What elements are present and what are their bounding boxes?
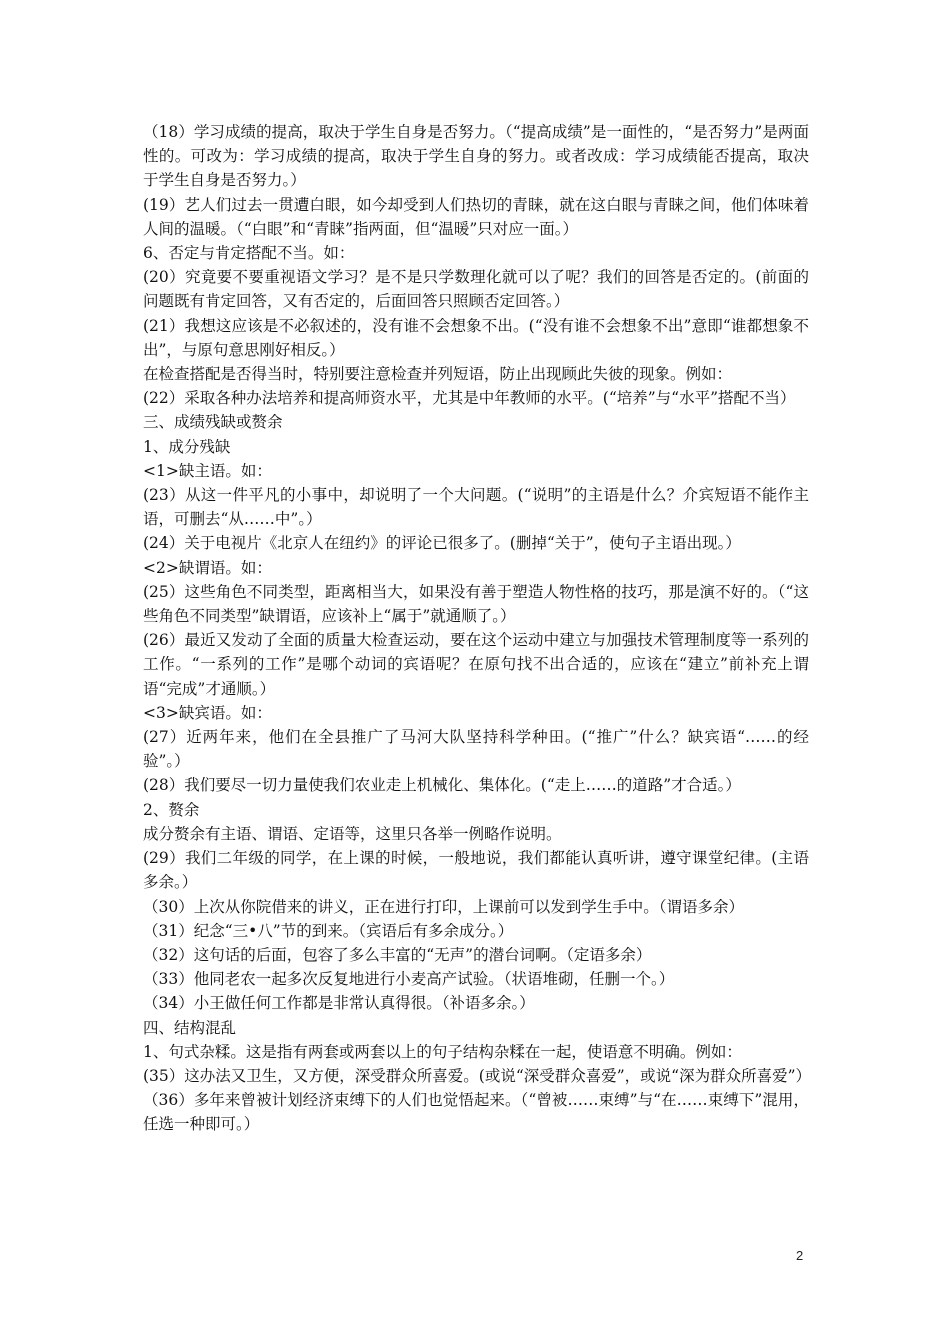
- paragraph-28: (28）我们要尽一切力量使我们农业走上机械化、集体化。(“走上……的道路”才合适。）: [143, 776, 741, 795]
- subheading-missing-predicate: <2>缺谓语。如：: [143, 558, 272, 577]
- paragraph-26: (26）最近又发动了全面的质量大检查运动，要在这个运动中建立与加强技术管理制度等一系列的工作。“一系列的工作”是哪个动词的宾语呢？在原句找不出合适的，应该在“建立”前补充上谓语“完成”才通顺。）: [143, 631, 809, 698]
- subheading-missing: 1、成分残缺: [143, 437, 231, 456]
- subheading-missing-subject: <1>缺主语。如：: [143, 461, 272, 480]
- paragraph-30: （30）上次从你院借来的讲义，正在进行打印，上课前可以发到学生手中。（谓语多余）: [143, 897, 744, 916]
- paragraph-23: (23）从这一件平凡的小事中，却说明了一个大问题。(“说明”的主语是什么？介宾短语不能作主语，可删去“从……中”。）: [143, 486, 809, 529]
- page-number: 2: [796, 1248, 804, 1263]
- paragraph-35: (35）这办法又卫生，又方便，深受群众所喜爱。(或说“深受群众喜爱”，或说“深为群众所喜爱”）: [143, 1066, 812, 1085]
- paragraph-19: (19）艺人们过去一贯遭白眼，如今却受到人们热切的青睐，就在这白眼与青睐之间，他们体味着人间的温暖。（“白眼”和“青睐”指两面，但“温暖”只对应一面。）: [143, 195, 809, 238]
- subheading-mixed-structure: 1、句式杂糅。这是指有两套或两套以上的句子结构杂糅在一起，使语意不明确。例如：: [143, 1042, 742, 1061]
- subheading-missing-object: <3>缺宾语。如：: [143, 703, 272, 722]
- document-body: [143, 120, 812, 1137]
- paragraph-31: （31）纪念“三•八”节的到来。（宾语后有多余成分。）: [143, 921, 514, 940]
- paragraph-32: （32）这句话的后面，包容了多么丰富的“无声”的潜台词啊。（定语多余）: [143, 945, 652, 964]
- paragraph-note: 在检查搭配是否得当时，特别要注意检查并列短语，防止出现顾此失彼的现象。例如：: [143, 365, 733, 384]
- paragraph-36: （36）多年来曾被计划经济束缚下的人们也觉悟起来。（“曾被……束缚”与“在……束缚下”混用，任选一种即可。）: [143, 1091, 809, 1134]
- paragraph-20: (20）究竟要不要重视语文学习？是不是只学数理化就可以了呢？我们的回答是否定的。(前面的问题既有肯定回答，又有否定的，后面回答只照顾否定回答。）: [143, 268, 809, 311]
- paragraph-18: （18）学习成绩的提高，取决于学生自身是否努力。（“提高成绩”是一面性的，“是否努力”是两面性的。可改为：学习成绩的提高，取决于学生自身的努力。或者改成：学习成绩能否提高，取决于学生自身是否努力。）: [143, 123, 809, 190]
- paragraph-29: (29）我们二年级的同学，在上课的时候，一般地说，我们都能认真听讲，遵守课堂纪律。(主语多余。）: [143, 849, 809, 892]
- paragraph-34: （34）小王做任何工作都是非常认真得很。（补语多余。）: [143, 994, 535, 1013]
- subheading-redundant: 2、赘余: [143, 800, 200, 819]
- section-heading-3: 三、成绩残缺或赘余: [143, 413, 283, 432]
- paragraph-33: （33）他同老农一起多次反复地进行小麦高产试验。（状语堆砌，任删一个。）: [143, 970, 675, 989]
- paragraph-22: (22）采取各种办法培养和提高师资水平，尤其是中年教师的水平。(“培养”与“水平”搭配不当）: [143, 389, 796, 408]
- paragraph-27: (27）近两年来，他们在全县推广了马河大队坚持科学种田。(“推广”什么？缺宾语“……的经验”。）: [143, 728, 809, 771]
- heading-negation: 6、否定与肯定搭配不当。如：: [143, 244, 355, 263]
- paragraph-redundant-intro: 成分赘余有主语、谓语、定语等，这里只各举一例略作说明。: [143, 824, 562, 843]
- paragraph-21: (21）我想这应该是不必叙述的，没有谁不会想象不出。(“没有谁不会想象不出”意即“谁都想象不出”，与原句意思刚好相反。）: [143, 316, 809, 359]
- paragraph-24: (24）关于电视片《北京人在纽约》的评论已很多了。(删掉“关于”，使句子主语出现。）: [143, 534, 741, 553]
- section-heading-4: 四、结构混乱: [143, 1018, 237, 1037]
- paragraph-25: (25）这些角色不同类型，距离相当大，如果没有善于塑造人物性格的技巧，那是演不好的。（“这些角色不同类型”缺谓语，应该补上“属于”就通顺了。）: [143, 582, 809, 626]
